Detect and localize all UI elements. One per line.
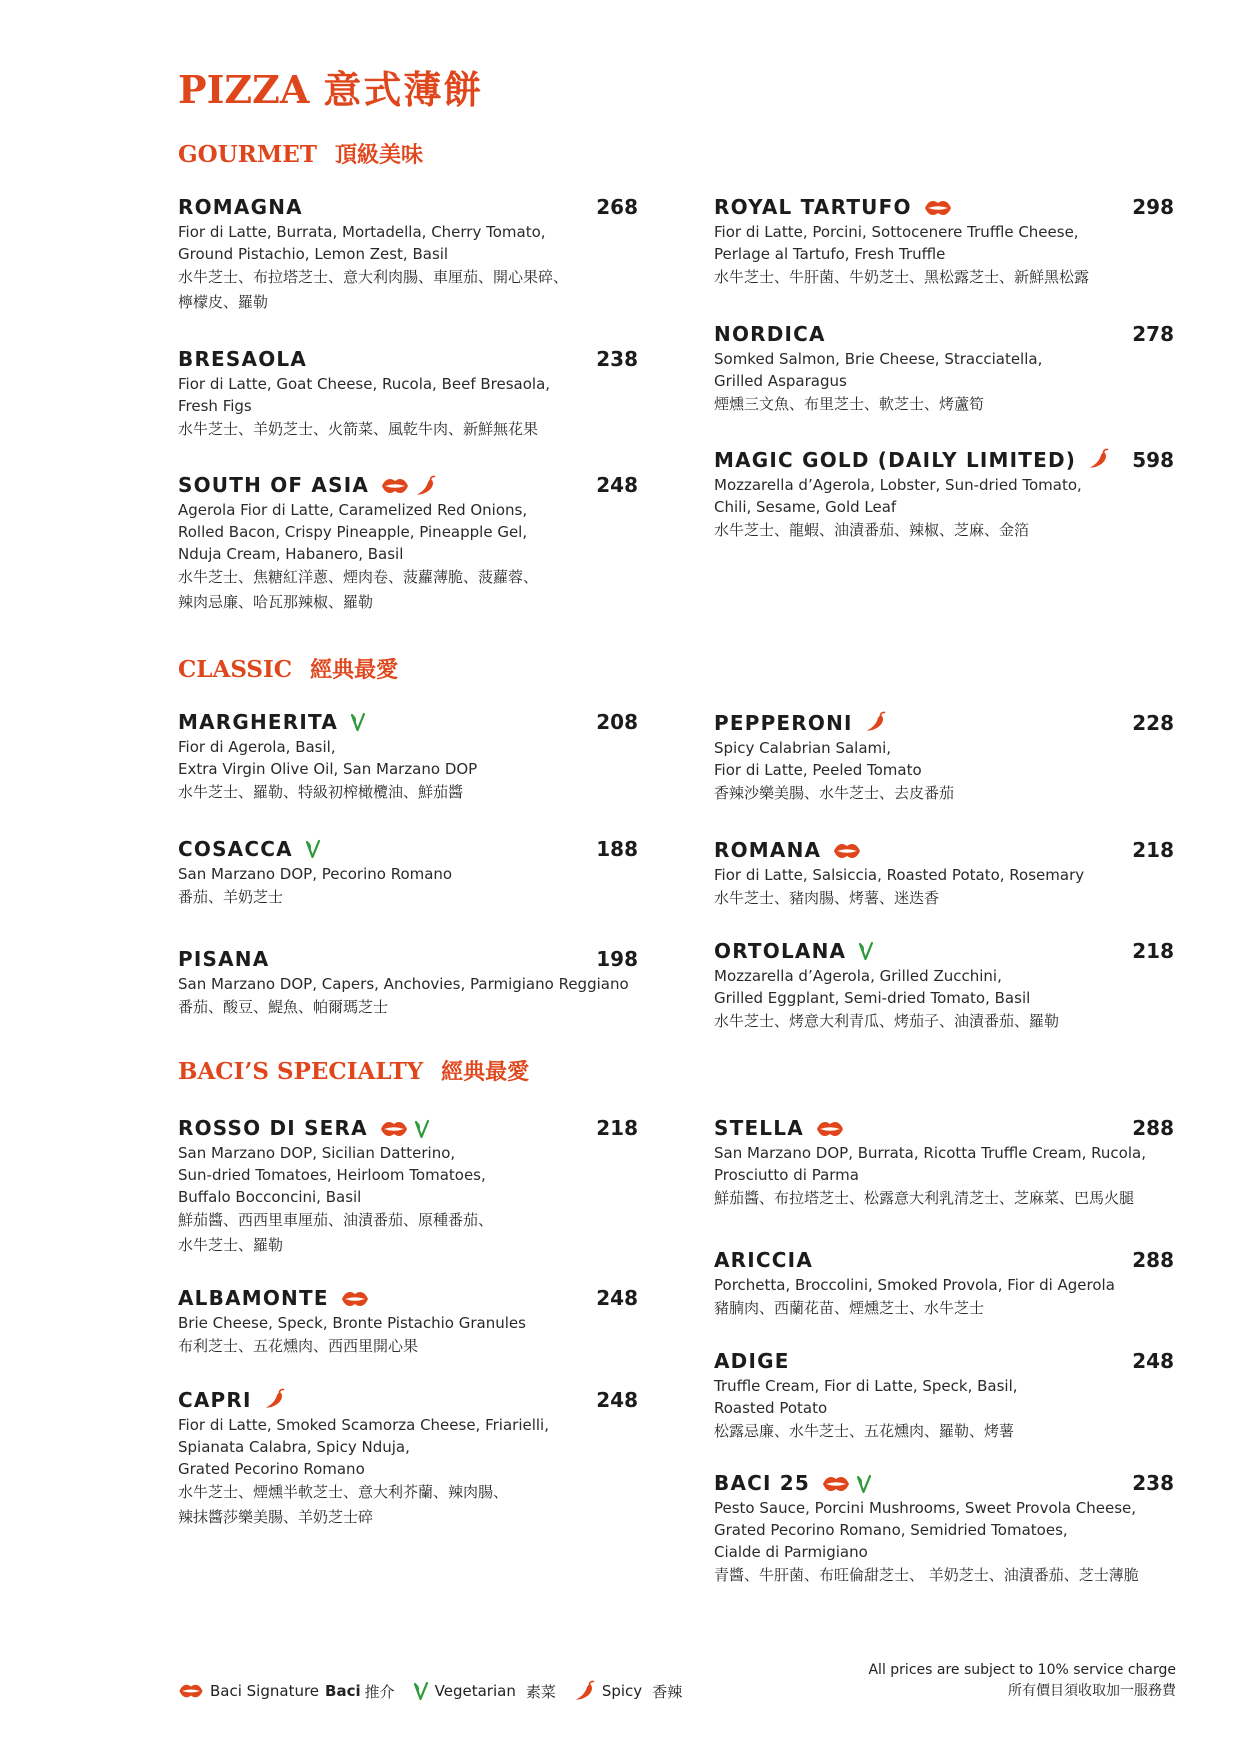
item-header (178, 835, 638, 863)
signature-icon (822, 1475, 850, 1493)
section-title-en: GOURMET (178, 141, 317, 168)
item-icons (380, 1119, 430, 1139)
item-description-zh: 水牛芝士、牛肝菌、牛奶芝士、黑松露芝士、新鮮黑松露 (714, 268, 1090, 286)
item-description: Porchetta, Broccolini, Smoked Provola, Fior di Agerola (714, 1276, 1115, 1294)
section-title-en: BACI’S SPECIALTY (178, 1058, 424, 1085)
item-name: ROMANA (714, 838, 822, 862)
legend-spicy-zh: 香辣 (652, 1682, 683, 1701)
item-description-zh: 水牛芝士、龍蝦、油漬番茄、辣椒、芝麻、金箔 (714, 521, 1030, 539)
item-icons (865, 711, 887, 733)
item-description: Brie Cheese, Speck, Bronte Pistachio Granules (178, 1314, 526, 1332)
menu-item (714, 1347, 1174, 1444)
item-name: BRESAOLA (178, 347, 308, 371)
item-icons (264, 1388, 286, 1410)
item-header (714, 1246, 1174, 1274)
section-heading-gourmet (178, 140, 423, 170)
item-price: 248 (1132, 1349, 1174, 1373)
item-name: MARGHERITA (178, 710, 339, 734)
menu-item (714, 1469, 1174, 1588)
item-icons (924, 199, 952, 217)
item-icons (822, 1474, 872, 1494)
item-description: Fior di Latte, Porcini, Sottocenere Truffle Cheese, Perlage al Tartufo, Fresh Truffle (714, 223, 1079, 263)
item-description-zh: 水牛芝士、豬肉腸、烤薯、迷迭香 (714, 889, 940, 907)
item-header (178, 945, 638, 973)
menu-item (714, 709, 1174, 806)
menu-item (178, 193, 638, 315)
item-description: Fior di Latte, Smoked Scamorza Cheese, Friarielli, Spianata Calabra, Spicy Nduja, Grated Pecorino Romano (178, 1416, 549, 1478)
signature-icon (816, 1120, 844, 1138)
item-price: 238 (596, 347, 638, 371)
signature-icon (833, 842, 861, 860)
section-title-zh: 頂級美味 (334, 142, 423, 168)
item-name: CAPRI (178, 1388, 252, 1412)
signature-icon (380, 1120, 408, 1138)
item-name: BACI 25 (714, 1471, 811, 1495)
item-header (714, 320, 1174, 348)
legend-vegetarian (413, 1681, 556, 1702)
item-icons (305, 839, 321, 859)
item-price: 248 (596, 473, 638, 497)
menu-item (714, 1246, 1174, 1321)
item-name: PISANA (178, 947, 270, 971)
item-header (178, 1386, 638, 1414)
item-price: 218 (596, 1116, 638, 1140)
item-description-zh: 水牛芝士、烤意大利青瓜、烤茄子、油漬番茄、羅勒 (714, 1012, 1060, 1030)
item-name: ROMAGNA (178, 195, 303, 219)
item-description: Mozzarella d’Agerola, Grilled Zucchini, Grilled Eggplant, Semi-dried Tomato, Basil (714, 967, 1031, 1007)
icon-legend (178, 1680, 700, 1702)
item-name: ROSSO DI SERA (178, 1116, 368, 1140)
section-heading-classic (178, 655, 398, 685)
legend-spicy-label: Spicy (601, 1682, 643, 1700)
item-price: 598 (1132, 448, 1174, 472)
item-header (178, 708, 638, 736)
item-description-zh: 鮮茄醬、西西里車厘茄、油漬番茄、原種番茄、 水牛芝士、羅勒 (178, 1211, 494, 1254)
item-description-zh: 水牛芝士、焦糖紅洋蔥、煙肉卷、菠蘿薄脆、菠蘿蓉、 辣肉忌廉、哈瓦那辣椒、羅勒 (178, 568, 539, 611)
item-header (178, 471, 638, 499)
legend-vegetarian-zh: 素菜 (525, 1682, 556, 1701)
spicy-icon (865, 711, 887, 733)
item-description-zh: 煙燻三文魚、布里芝士、軟芝士、烤蘆筍 (714, 395, 985, 413)
item-description-zh: 水牛芝士、羊奶芝士、火箭菜、風乾牛肉、新鮮無花果 (178, 420, 539, 438)
item-price: 218 (1132, 838, 1174, 862)
item-price: 288 (1132, 1248, 1174, 1272)
menu-item (714, 1114, 1174, 1211)
spicy-icon (415, 475, 437, 497)
spicy-icon (264, 1388, 286, 1410)
section-title-en: CLASSIC (178, 656, 293, 683)
item-price: 298 (1132, 195, 1174, 219)
legend-signature-zh: 推介 (364, 1682, 395, 1701)
menu-item (714, 836, 1174, 911)
spicy-icon (1088, 448, 1110, 470)
item-price: 228 (1132, 711, 1174, 735)
item-header (714, 1347, 1174, 1375)
item-header (714, 937, 1174, 965)
item-price: 278 (1132, 322, 1174, 346)
item-header (178, 1114, 638, 1142)
menu-item (178, 345, 638, 442)
vegetarian-icon (856, 1474, 872, 1494)
item-icons (816, 1120, 844, 1138)
item-icons (858, 941, 874, 961)
item-header (714, 836, 1174, 864)
item-header (178, 1284, 638, 1312)
item-description-zh: 鮮茄醬、布拉塔芝士、松露意大利乳清芝士、芝麻菜、巴馬火腿 (714, 1189, 1135, 1207)
vegetarian-icon (350, 712, 366, 732)
item-price: 238 (1132, 1471, 1174, 1495)
item-name: COSACCA (178, 837, 293, 861)
item-name: ORTOLANA (714, 939, 847, 963)
item-price: 288 (1132, 1116, 1174, 1140)
item-price: 248 (596, 1286, 638, 1310)
service-charge-en: All prices are subject to 10% service charge (868, 1662, 1176, 1678)
item-name: STELLA (714, 1116, 804, 1140)
legend-spicy (574, 1680, 682, 1702)
vegetarian-icon (414, 1119, 430, 1139)
menu-item (714, 446, 1174, 543)
item-price: 268 (596, 195, 638, 219)
item-header (714, 709, 1174, 737)
section-heading-specialty (178, 1057, 529, 1087)
item-header (714, 1469, 1174, 1497)
section-title-zh: 經典最愛 (310, 657, 399, 683)
page-title-en: PIZZA (178, 67, 310, 112)
item-description-zh: 青醬、牛肝菌、布旺倫甜芝士、 羊奶芝士、油漬番茄、芝士薄脆 (714, 1566, 1139, 1584)
item-name: MAGIC GOLD (DAILY LIMITED) (714, 448, 1077, 472)
page-title-zh: 意式薄餅 (323, 67, 484, 112)
vegetarian-icon (305, 839, 321, 859)
menu-item (714, 937, 1174, 1034)
legend-vegetarian-label: Vegetarian (434, 1682, 516, 1700)
legend-signature-brand: Baci (325, 1682, 361, 1700)
item-name: ROYAL TARTUFO (714, 195, 912, 219)
menu-item (178, 1284, 638, 1359)
item-description: San Marzano DOP, Capers, Anchovies, Parmigiano Reggiano (178, 975, 629, 993)
signature-icon (924, 199, 952, 217)
service-charge-note (868, 1660, 1176, 1702)
legend-signature-label: Baci Signature (210, 1682, 320, 1700)
menu-item (178, 1114, 638, 1258)
item-description-zh: 番茄、酸豆、鯷魚、帕爾瑪芝士 (178, 998, 389, 1016)
item-description-zh: 布利芝士、五花燻肉、西西里開心果 (178, 1337, 419, 1355)
page-title (178, 66, 483, 114)
section-title-zh: 經典最愛 (441, 1059, 530, 1085)
item-name: ARICCIA (714, 1248, 813, 1272)
item-description-zh: 香辣沙樂美腸、水牛芝士、去皮番茄 (714, 784, 955, 802)
item-icons (341, 1290, 369, 1308)
legend-signature (178, 1681, 395, 1702)
menu-item (178, 708, 638, 805)
item-name: PEPPERONI (714, 711, 853, 735)
vegetarian-icon (858, 941, 874, 961)
service-charge-zh: 所有價目須收取加一服務費 (1008, 1683, 1176, 1699)
item-description: San Marzano DOP, Pecorino Romano (178, 865, 453, 883)
item-description: San Marzano DOP, Burrata, Ricotta Truffle Cream, Rucola, Prosciutto di Parma (714, 1144, 1146, 1184)
item-description: Fior di Agerola, Basil, Extra Virgin Olive Oil, San Marzano DOP (178, 738, 478, 778)
item-description: Truffle Cream, Fior di Latte, Speck, Basil, Roasted Potato (714, 1377, 1018, 1417)
item-price: 248 (596, 1388, 638, 1412)
item-header (714, 193, 1174, 221)
item-description: Pesto Sauce, Porcini Mushrooms, Sweet Provola Cheese, Grated Pecorino Romano, Semidried Tomatoes, Cialde di Parmigiano (714, 1499, 1137, 1561)
menu-item (178, 945, 638, 1020)
item-price: 198 (596, 947, 638, 971)
item-name: SOUTH OF ASIA (178, 473, 370, 497)
item-description: Fior di Latte, Goat Cheese, Rucola, Beef Bresaola, Fresh Figs (178, 375, 551, 415)
item-description: Fior di Latte, Salsiccia, Roasted Potato, Rosemary (714, 866, 1085, 884)
vegetarian-icon (413, 1681, 429, 1701)
item-description-zh: 豬腩肉、西蘭花苗、煙燻芝士、水牛芝士 (714, 1299, 985, 1317)
signature-icon (341, 1290, 369, 1308)
item-description: Somked Salmon, Brie Cheese, Stracciatella, Grilled Asparagus (714, 350, 1043, 390)
item-name: ALBAMONTE (178, 1286, 329, 1310)
signature-icon (178, 1683, 204, 1699)
item-description: San Marzano DOP, Sicilian Datterino, Sun-dried Tomatoes, Heirloom Tomatoes, Buffalo Bocconcini, Basil (178, 1144, 486, 1206)
signature-icon (381, 477, 409, 495)
item-icons (350, 712, 366, 732)
item-name: NORDICA (714, 322, 826, 346)
item-icons (1088, 448, 1110, 470)
item-description: Fior di Latte, Burrata, Mortadella, Cherry Tomato, Ground Pistachio, Lemon Zest, Basil (178, 223, 546, 263)
item-description-zh: 水牛芝士、煙燻半軟芝士、意大利芥蘭、辣肉腸、 辣抹醬莎樂美腸、羊奶芝士碎 (178, 1483, 509, 1526)
menu-item (714, 193, 1174, 290)
menu-item (178, 1386, 638, 1530)
item-description-zh: 番茄、羊奶芝士 (178, 888, 284, 906)
item-icons (833, 842, 861, 860)
spicy-icon (574, 1680, 596, 1702)
item-description-zh: 水牛芝士、布拉塔芝士、意大利肉腸、車厘茄、開心果碎、 檸檬皮、羅勒 (178, 268, 569, 311)
item-price: 208 (596, 710, 638, 734)
menu-item (178, 471, 638, 615)
item-header (178, 345, 638, 373)
item-header (178, 193, 638, 221)
item-price: 218 (1132, 939, 1174, 963)
item-description-zh: 水牛芝士、羅勒、特級初榨橄欖油、鮮茄醬 (178, 783, 464, 801)
item-price: 188 (596, 837, 638, 861)
item-header (714, 1114, 1174, 1142)
item-description: Mozzarella d’Agerola, Lobster, Sun-dried Tomato, Chili, Sesame, Gold Leaf (714, 476, 1082, 516)
item-icons (381, 475, 437, 497)
item-description: Spicy Calabrian Salami, Fior di Latte, Peeled Tomato (714, 739, 922, 779)
menu-item (178, 835, 638, 910)
item-description-zh: 松露忌廉、水牛芝士、五花燻肉、羅勒、烤薯 (714, 1422, 1015, 1440)
item-name: ADIGE (714, 1349, 790, 1373)
menu-item (714, 320, 1174, 417)
item-header (714, 446, 1174, 474)
item-description: Agerola Fior di Latte, Caramelized Red Onions, Rolled Bacon, Crispy Pineapple, Pineapple Gel, Nduja Cream, Habanero, Basil (178, 501, 528, 563)
